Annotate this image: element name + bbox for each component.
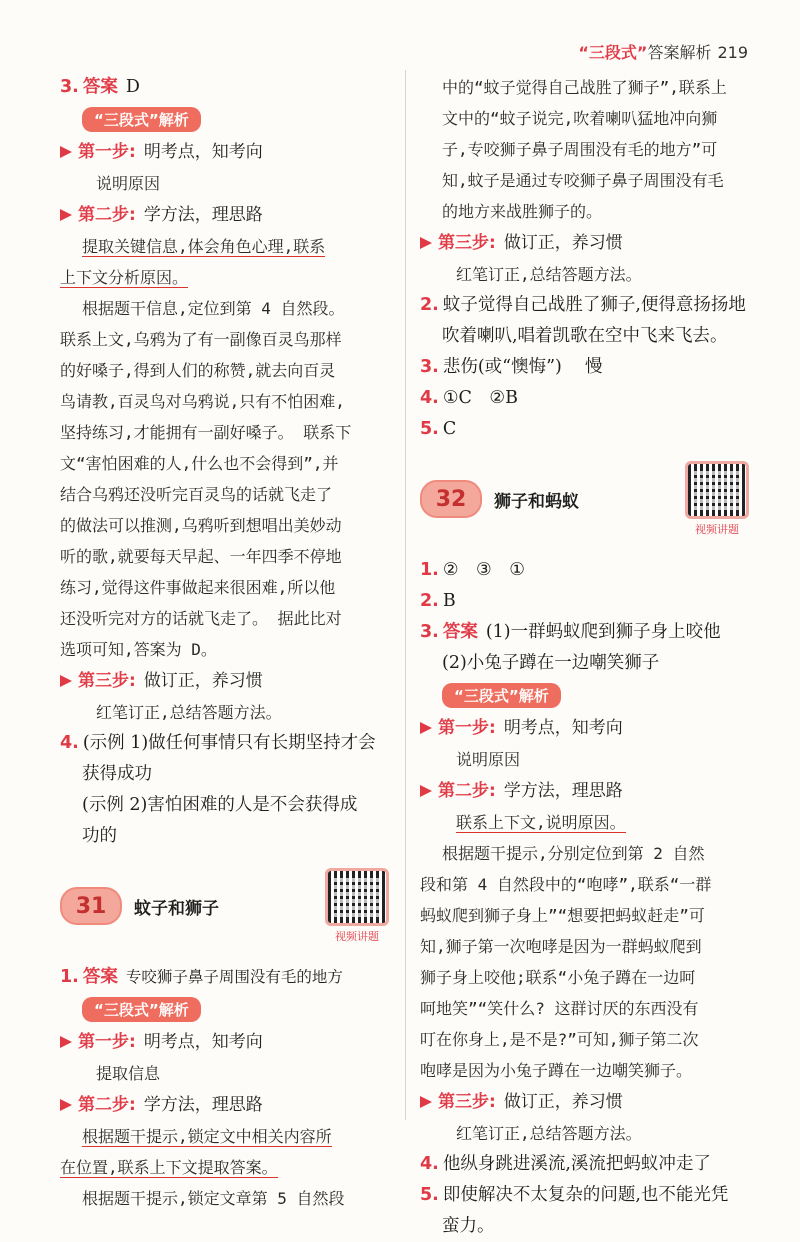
question-number: 2. — [420, 295, 439, 315]
video-qr-code[interactable] — [684, 461, 750, 537]
question-3 — [60, 72, 390, 103]
answer-text: 蚊子觉得自己战胜了狮子,便得意扬扬地 — [442, 295, 746, 315]
qr-label: 视频讲题 — [335, 930, 379, 943]
step-1 — [60, 1026, 390, 1058]
answer-value: D — [125, 77, 140, 97]
method-text: 在位置,联系上下文提取答案。 — [60, 1158, 278, 1177]
step-text: 学方法，理思路 — [503, 781, 623, 801]
qr-label: 视频讲题 — [695, 523, 739, 536]
question-5 — [420, 414, 750, 445]
analysis-line: 鸟请教,百灵鸟对乌鸦说,只有不怕困难, — [60, 392, 345, 411]
question-4 — [60, 728, 390, 759]
step-2 — [420, 775, 750, 807]
question-5 — [420, 1180, 750, 1211]
question-number: 3. — [420, 622, 439, 642]
analysis-tag: “三段式”解析 — [82, 997, 201, 1022]
question-2 — [420, 290, 750, 321]
step-label: 第三步: — [438, 233, 496, 253]
step-note: 红笔订正,总结答题方法。 — [96, 703, 282, 722]
arrow-icon — [60, 675, 72, 687]
step-label: 第二步: — [78, 205, 136, 225]
step-text: 学方法，理思路 — [143, 205, 263, 225]
analysis-line: 狮子身上咬他;联系“小兔子蹲在一边呵 — [420, 968, 696, 987]
answer-text: ② ③ ① — [442, 560, 525, 580]
step-2 — [60, 199, 390, 231]
step-note: 红笔订正,总结答题方法。 — [456, 1124, 642, 1143]
step-3 — [420, 227, 750, 259]
question-number: 3. — [420, 357, 439, 377]
step-label: 第一步: — [78, 1032, 136, 1052]
arrow-icon — [60, 146, 72, 158]
question-number: 2. — [420, 591, 439, 611]
analysis-line: 联系上文,乌鸦为了有一副像百灵鸟那样 — [60, 330, 342, 349]
question-number: 1. — [420, 560, 439, 580]
step-text: 做订正，养习惯 — [143, 671, 263, 691]
page-number: 219 — [717, 43, 748, 62]
column-divider — [405, 70, 406, 1120]
question-1 — [420, 555, 750, 586]
arrow-icon — [420, 237, 432, 249]
analysis-line: 还没听完对方的话就飞走了。 据此比对 — [60, 609, 342, 628]
video-qr-code[interactable] — [324, 868, 390, 944]
analysis-line: 根据题干信息,定位到第 4 自然段。 — [82, 299, 345, 318]
analysis-line: 结合乌鸦还没听完百灵鸟的话就飞走了 — [60, 485, 333, 504]
analysis-line: 蚂蚁爬到狮子身上”“想要把蚂蚁赶走”可 — [420, 906, 705, 925]
method-text: 上下文分析原因。 — [60, 268, 189, 287]
step-1 — [60, 136, 390, 168]
analysis-line: 叮在你身上,是不是?”可知,狮子第二次 — [420, 1030, 699, 1049]
question-number: 5. — [420, 1185, 439, 1205]
lesson-title: 蚊子和狮子 — [134, 898, 219, 919]
analysis-line: 知,蚊子是通过专咬狮子鼻子周围没有毛 — [442, 171, 724, 190]
question-number: 4. — [60, 733, 79, 753]
analysis-tag: “三段式”解析 — [82, 107, 201, 132]
analysis-line: 咆哮是因为小兔子蹲在一边嘲笑狮子。 — [420, 1061, 693, 1080]
step-text: 做订正，养习惯 — [503, 233, 623, 253]
answer-value: (1)一群蚂蚁爬到狮子身上咬他 — [485, 622, 721, 642]
arrow-icon — [420, 1096, 432, 1108]
step-label: 第三步: — [78, 671, 136, 691]
answer-text: (示例 1)做任何事情只有长期坚持才会 — [82, 733, 376, 753]
arrow-icon — [60, 209, 72, 221]
analysis-line: 知,狮子第一次咆哮是因为一群蚂蚁爬到 — [420, 937, 702, 956]
left-column — [60, 72, 390, 1214]
question-2 — [420, 586, 750, 617]
answer-text: 吹着喇叭,唱着凯歌在空中飞来飞去。 — [442, 326, 728, 346]
page-header — [578, 40, 748, 63]
method-text: 根据题干提示,锁定文中相关内容所 — [82, 1127, 332, 1146]
step-label: 第二步: — [438, 781, 496, 801]
analysis-line: 中的“蚊子觉得自己战胜了狮子”,联系上 — [442, 78, 727, 97]
answer-text: 悲伤(或“懊悔”) 慢 — [442, 357, 603, 377]
answer-value: 专咬狮子鼻子周围没有毛的地方 — [125, 968, 343, 986]
step-text: 做订正，养习惯 — [503, 1092, 623, 1112]
question-number: 1. — [60, 967, 79, 987]
step-1 — [420, 712, 750, 744]
header-brand: “三段式” — [578, 43, 648, 62]
answer-label: 答案 — [442, 622, 478, 642]
answer-text: B — [442, 591, 456, 611]
answer-text: 功的 — [82, 826, 117, 846]
lesson-header-32 — [420, 461, 750, 537]
question-number: 4. — [420, 388, 439, 408]
answer-text: (示例 2)害怕困难的人是不会获得成 — [82, 795, 358, 815]
step-label: 第一步: — [78, 142, 136, 162]
arrow-icon — [420, 785, 432, 797]
step-text: 明考点，知考向 — [143, 142, 263, 162]
question-3 — [420, 617, 750, 648]
answer-text: 他纵身跳进溪流,溪流把蚂蚁冲走了 — [442, 1154, 711, 1174]
step-note: 说明原因 — [96, 174, 161, 193]
analysis-line: 选项可知,答案为 D。 — [60, 640, 217, 659]
arrow-icon — [60, 1036, 72, 1048]
method-line — [60, 1152, 390, 1183]
right-column — [420, 72, 750, 1242]
step-label: 第一步: — [438, 718, 496, 738]
arrow-icon — [60, 1099, 72, 1111]
question-3 — [420, 352, 750, 383]
analysis-line: 听的歌,就要每天早起、一年四季不停地 — [60, 547, 342, 566]
step-note: 提取信息 — [96, 1064, 161, 1083]
lesson-header-31 — [60, 868, 390, 944]
analysis-line: 文“害怕困难的人,什么也不会得到”,并 — [60, 454, 339, 473]
method-text: 联系上下文,说明原因。 — [456, 813, 626, 832]
answer-text: C — [442, 419, 457, 439]
qr-code-icon — [325, 868, 389, 926]
method-line — [60, 1121, 390, 1152]
answer-text: ①C ②B — [442, 388, 518, 408]
answer-text: 蛮力。 — [442, 1216, 495, 1236]
question-number: 3. — [60, 77, 79, 97]
step-label: 第三步: — [438, 1092, 496, 1112]
step-label: 第二步: — [78, 1095, 136, 1115]
analysis-line: 坚持练习,才能拥有一副好嗓子。 联系下 — [60, 423, 352, 442]
analysis-line: 练习,觉得这件事做起来很困难,所以他 — [60, 578, 336, 597]
step-note: 说明原因 — [456, 750, 521, 769]
question-4 — [420, 383, 750, 414]
method-line — [60, 262, 390, 293]
analysis-line: 文中的“蚊子说完,吹着喇叭猛地冲向狮 — [442, 109, 718, 128]
lesson-title: 狮子和蚂蚁 — [494, 491, 579, 512]
method-text: 提取关键信息,体会角色心理,联系 — [82, 237, 326, 256]
question-4 — [420, 1149, 750, 1180]
method-line — [60, 231, 390, 262]
step-3 — [60, 665, 390, 697]
step-text: 明考点，知考向 — [143, 1032, 263, 1052]
analysis-line: 根据题干提示,分别定位到第 2 自然 — [442, 844, 705, 863]
analysis-line: 的地方来战胜狮子的。 — [442, 202, 603, 221]
analysis-line: 的做法可以推测,乌鸦听到想唱出美妙动 — [60, 516, 342, 535]
analysis-tag: “三段式”解析 — [442, 683, 561, 708]
analysis-line: 段和第 4 自然段中的“咆哮”,联系“一群 — [420, 875, 712, 894]
answer-value: (2)小兔子蹲在一边嘲笑狮子 — [442, 653, 660, 673]
answer-text: 获得成功 — [82, 764, 152, 784]
analysis-line: 根据题干提示,锁定文章第 5 自然段 — [82, 1189, 345, 1208]
method-line — [420, 807, 750, 838]
analysis-line: 子,专咬狮子鼻子周围没有毛的地方”可 — [442, 140, 718, 159]
step-3 — [420, 1086, 750, 1118]
lesson-number-badge: 31 — [60, 887, 122, 925]
analysis-line: 呵地笑”“笑什么? 这群讨厌的东西没有 — [420, 999, 699, 1018]
analysis-line: 的好嗓子,得到人们的称赞,就去向百灵 — [60, 361, 336, 380]
answer-text: 即使解决不太复杂的问题,也不能光凭 — [442, 1185, 729, 1205]
answer-label: 答案 — [82, 77, 118, 97]
step-note: 红笔订正,总结答题方法。 — [456, 265, 642, 284]
header-title: 答案解析 — [647, 43, 712, 62]
question-number: 5. — [420, 419, 439, 439]
lesson-number-badge: 32 — [420, 480, 482, 518]
step-text: 明考点，知考向 — [503, 718, 623, 738]
question-number: 4. — [420, 1154, 439, 1174]
arrow-icon — [420, 722, 432, 734]
question-1 — [60, 962, 390, 993]
step-2 — [60, 1089, 390, 1121]
step-text: 学方法，理思路 — [143, 1095, 263, 1115]
answer-label: 答案 — [82, 967, 118, 987]
qr-code-icon — [685, 461, 749, 519]
